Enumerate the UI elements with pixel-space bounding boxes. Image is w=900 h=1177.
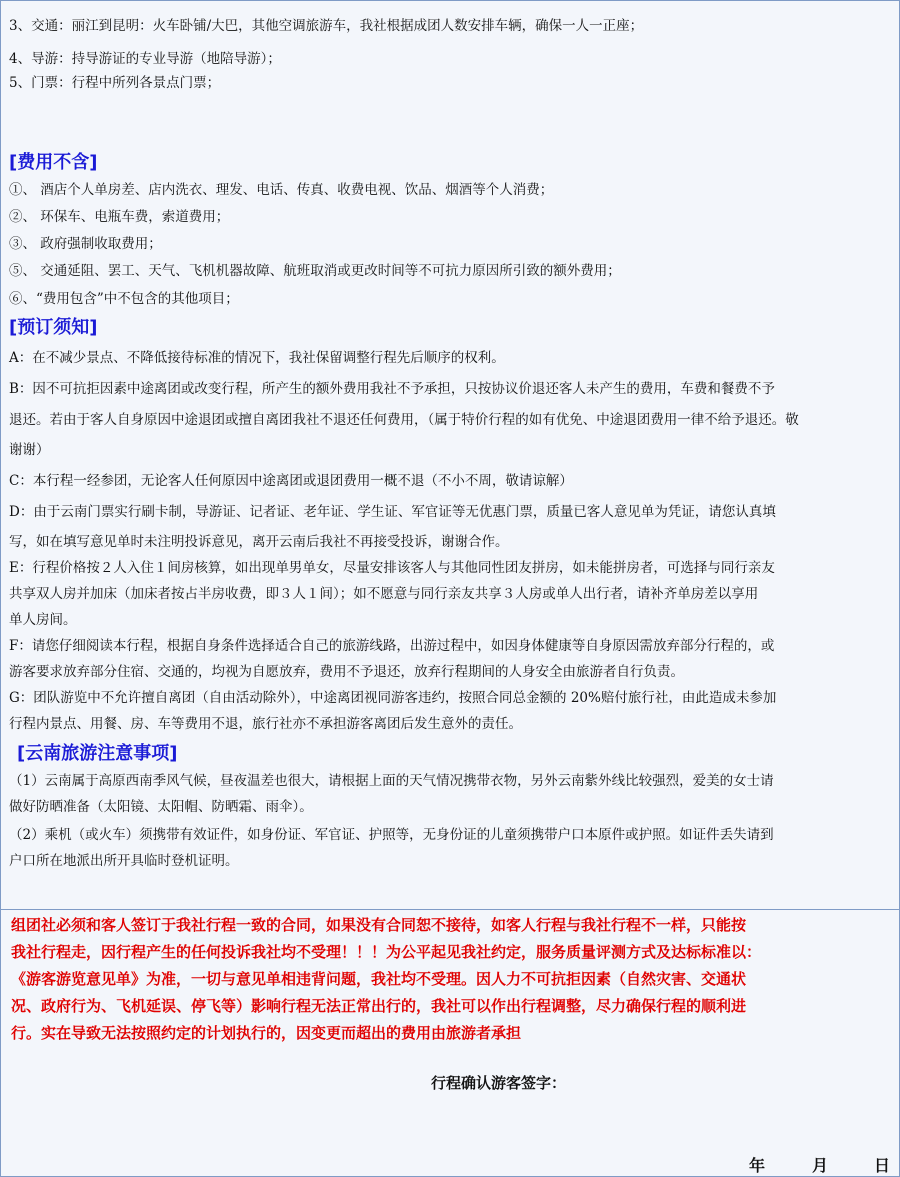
booking-line: 共享双人房并加床（加床者按占半房收费，即３人１间）；如不愿意与同行亲友共享３人房或单人出行者，请补齐单房差以享用 [9,586,759,602]
booking-line: 行程内景点、用餐、房、车等费用不退，旅行社亦不承担游客离团后发生意外的责任。 [9,716,522,732]
booking-line: 写，如在填写意见单时未注明投诉意见，离开云南后我社不再接受投诉，谢谢合作。 [9,534,509,550]
booking-line: A：在不减少景点、不降低接待标准的情况下，我社保留调整行程先后顺序的权利。 [9,350,505,366]
booking-line: 退还。若由于客人自身原因中途退团或擅自离团我社不退还任何费用，（属于特价行程的如有优免、中途退团费用一律不给予退还。敬 [9,412,799,428]
booking-line: 游客要求放弃部分住宿、交通的，均视为自愿放弃，费用不予退还，放弃行程期间的人身安全由旅游者自行负责。 [9,664,684,680]
notice-line: 行。实在导致无法按照约定的计划执行的，因变更而超出的费用由旅游者承担 [11,1024,522,1042]
date-month: 月 [812,1156,829,1175]
booking-heading: [预订须知] [9,317,98,338]
signature-label: 行程确认游客签字： [431,1074,567,1092]
booking-line: C：本行程一经参团，无论客人任何原因中途离团或退团费用一概不退（不小不周，敬请谅解） [9,473,573,489]
booking-line: F：请您仔细阅读本行程，根据自身条件选择适合自己的旅游线路，出游过程中，如因身体健康等自身原因需放弃部分行程的，或 [9,638,775,654]
booking-line: 谢谢） [9,442,50,458]
excluded-item: ⑥、“费用包含”中不包含的其他项目； [9,291,239,307]
yunnan-line: （2）乘机（或火车）须携带有效证件，如身份证、军官证、护照等，无身份证的儿童须携带户口本原件或护照。如证件丢失请到 [9,827,774,843]
yunnan-heading: [云南旅游注意事项] [17,743,178,764]
booking-line: E：行程价格按２人入住１间房核算，如出现单男单女，尽量安排该客人与其他同性团友拼房，如未能拼房者，可选择与同行亲友 [9,560,775,576]
terms-section [1,1,899,910]
included-item: 5、门票：行程中所列各景点门票； [9,75,221,91]
notice-line: 组团社必须和客人签订于我社行程一致的合同，如果没有合同恕不接待，如客人行程与我社行程不一样，只能按 [11,916,747,934]
excluded-item: ①、 酒店个人单房差、店内洗衣、理发、电话、传真、收费电视、饮品、烟酒等个人消费； [9,182,554,198]
date-day: 日 [874,1156,891,1175]
notice-line: 我社行程走，因行程产生的任何投诉我社均不受理！！！为公平起见我社约定，服务质量评测方式及达标标准以： [11,943,762,961]
booking-line: G：团队游览中不允许擅自离团（自由活动除外），中途离团视同游客违约，按照合同总金额的 20%赔付旅行社，由此造成未参加 [9,690,777,706]
yunnan-line: （1）云南属于高原西南季风气候，昼夜温差也很大，请根据上面的天气情况携带衣物，另外云南紫外线比较强烈，爱美的女士请 [9,773,774,789]
date-year: 年 [749,1156,766,1175]
booking-line: B：因不可抗拒因素中途离团或改变行程，所产生的额外费用我社不予承担，只按协议价退还客人未产生的费用，车费和餐费不予 [9,381,775,397]
notice-line: 况、政府行为、飞机延误、停飞等）影响行程无法正常出行的，我社可以作出行程调整，尽力确保行程的顺利进 [11,997,747,1015]
excluded-heading: [费用不含] [9,152,98,173]
excluded-item: ③、 政府强制收取费用； [9,236,162,252]
included-item: 4、导游：持导游证的专业导游（地陪导游）； [9,51,281,67]
booking-line: 单人房间。 [9,612,77,628]
yunnan-line: 做好防晒准备（太阳镜、太阳帽、防晒霜、雨伞）。 [9,799,313,815]
yunnan-line: 户口所在地派出所开具临时登机证明。 [9,853,239,869]
excluded-item: ⑤、 交通延阻、罢工、天气、飞机机器故障、航班取消或更改时间等不可抗力原因所引致的额外费用； [9,263,621,279]
included-item: 3、交通：丽江到昆明：火车卧铺/大巴，其他空调旅游车，我社根据成团人数安排车辆，确保一人一正座； [9,18,644,34]
excluded-item: ②、 环保车、电瓶车费，索道费用； [9,209,230,225]
notice-line: 《游客游览意见单》为准，一切与意见单相违背问题，我社均不受理。因人力不可抗拒因素（自然灾害、交通状 [11,970,747,988]
booking-line: D：由于云南门票实行刷卡制，导游证、记者证、老年证、学生证、军官证等无优惠门票，质量已客人意见单为凭证，请您认真填 [9,504,776,520]
confirmation-section [1,910,899,1176]
